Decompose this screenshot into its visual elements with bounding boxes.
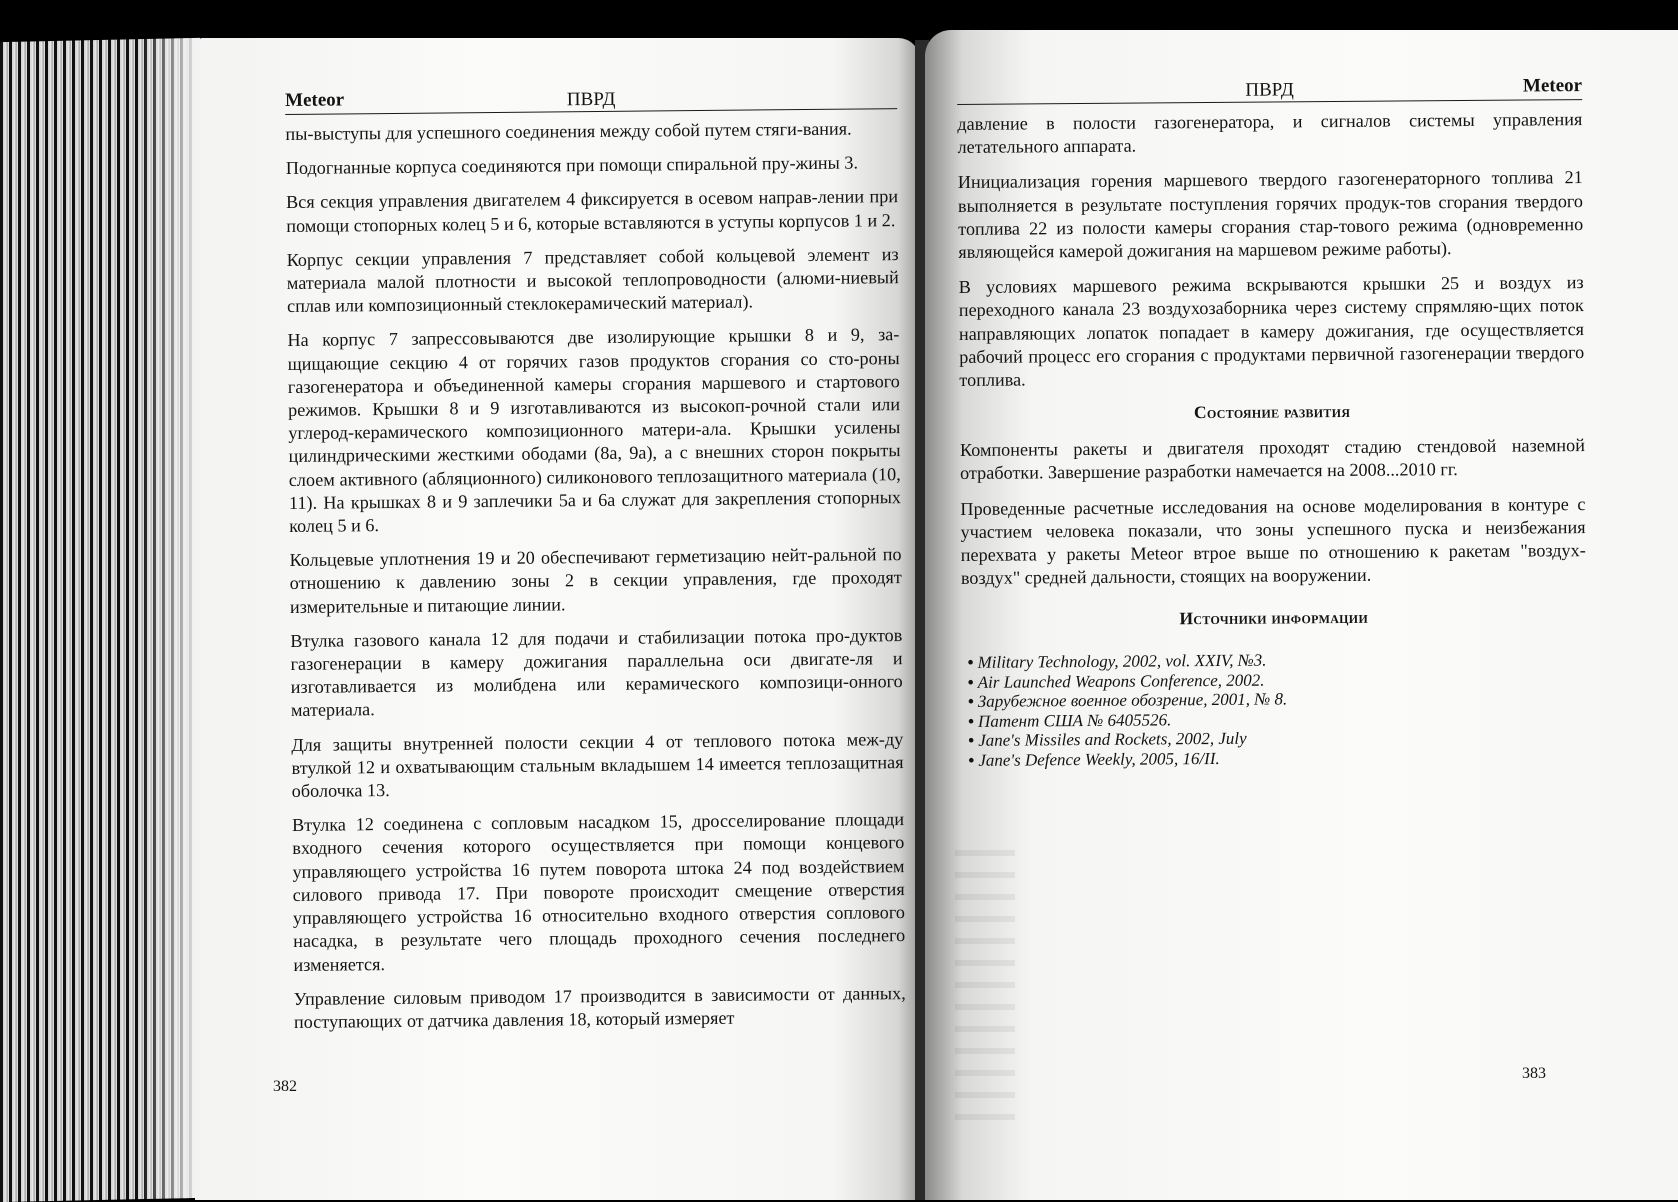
- bullet-icon: •: [967, 672, 974, 692]
- section-heading-development: Состояние развития: [1193, 401, 1351, 423]
- left-page: [195, 38, 920, 1200]
- paragraph: Подогнанные корпуса соединяются при помощи спиральной пру-жины 3.: [285, 152, 859, 179]
- source-item: • Military Technology, 2002, vol. XXIV, №3.: [967, 651, 1267, 673]
- bullet-icon: •: [967, 711, 975, 731]
- paragraph: Кольцевые уплотнения 19 и 20 обеспечивают герметизацию нейт-ральной по отношению к давлению зоны 2 в секции управления, где проходят измерительные и питающие линии.: [289, 544, 902, 617]
- paragraph: Вся секция управления двигателем 4 фиксируется в осевом направ-лении при помощи стопорных колец 5 и 6, которые вставляются в уступы корпусов 1 и 2.: [286, 186, 899, 236]
- page-edges: [0, 38, 200, 1202]
- right-header-title: Meteor: [1522, 75, 1583, 97]
- paragraph: В условиях маршевого режима вскрываются крышки 25 и воздух из переходного канала 23 воздухозаборника через систему спрямляю-щих поток направляющих лопаток попадает в камеру дожигания, где осуществляется рабочий процесс его сгорания с продуктами первичной газогенерации твердого топлива.: [958, 272, 1585, 391]
- left-header-title: Meteor: [285, 89, 345, 111]
- paragraph: Для защиты внутренней полости секции 4 от теплового потока меж-ду втулкой 12 и охватывающим стальным вкладышем 14 имеется теплозащитная оболочка 13.: [291, 728, 904, 802]
- left-header-section: ПВРД: [566, 88, 616, 111]
- right-running-header: [957, 73, 1582, 105]
- paragraph: Управление силовым приводом 17 производится в зависимости от данных, поступающих от датчика давления 18, который измеряет: [293, 982, 906, 1032]
- source-item: • Jane's Missiles and Rockets, 2002, July: [968, 729, 1247, 751]
- section-heading-sources: Источники информации: [1179, 607, 1369, 629]
- paragraph: давление в полости газогенератора, и сигналов системы управления летательного аппарата.: [957, 109, 1583, 158]
- source-item: • Jane's Defence Weekly, 2005, 16/II.: [968, 748, 1220, 770]
- source-item: • Air Launched Weapons Conference, 2002.: [967, 670, 1265, 692]
- right-header-section: ПВРД: [1245, 79, 1294, 101]
- right-page-content: [957, 73, 1587, 770]
- right-page-number: 383: [1522, 1065, 1546, 1082]
- paragraph: Корпус секции управления 7 представляет собой кольцевой элемент из материала малой плотности и высокой теплопроводности (алюми-ниевый сплав или композиционный стеклокерамический материал).: [286, 243, 899, 317]
- left-page-number: 382: [273, 1078, 297, 1095]
- bullet-icon: •: [968, 750, 975, 770]
- paragraph: Компоненты ракеты и двигателя проходят стадию стендовой наземной отработки. Завершение разработки намечается на 2008...2010 гг.: [959, 435, 1585, 484]
- sources-list: [962, 649, 1588, 771]
- bullet-icon: •: [968, 731, 975, 751]
- left-page-content: [285, 82, 906, 1045]
- paragraph: Проведенные расчетные исследования на основе моделирования в контуре с участием человека показали, что зоны успешного пуска и неизбежания перехвата у ракеты Meteor втрое выше по отношению к ракетам "воздух-воздух" средней дальности, стоящих на вооружении.: [960, 493, 1586, 589]
- left-running-header: [285, 82, 897, 115]
- bullet-icon: •: [967, 653, 974, 673]
- source-item: • Зарубежное военное обозрение, 2001, № 8.: [967, 689, 1288, 712]
- paragraph: Втулка 12 соединена с сопловым насадком 15, дросселирование площади входного сечения которого осуществляется при помощи концевого управляющего устройства 16 путем поворота штока 24 под воздействием силового привода 17. При повороте происходит смещение отверстия управляющего устройства 16 относительно входного отверстия соплового насадка, в результате чего площадь проходного сечения последнего изменяется.: [291, 809, 906, 975]
- source-item: • Патент США № 6405526.: [967, 710, 1172, 731]
- bullet-icon: •: [967, 692, 974, 712]
- show-through-text: [955, 850, 1015, 1130]
- paragraph: На корпус 7 запрессовываются две изолирующие крышки 8 и 9, за-щищающие секцию 4 от горячих газов продуктов сгорания со сто-роны газогенератора и объединенной камеры сгорания маршевого и стартового режимов. Крышки 8 и 9 изготавливаются из высокоп-рочной стали или углерод-керамического композиционного матери-ала. Крышки усилены цилиндрическими жесткими ободами (8а, 9а), а с внешних сторон покрыты слоем активного (абляционного) силиконового теплозащитного материала (10, 11). На крышках 8 и 9 заплечики 5а и 6а служат для закрепления стопорных колец 5 и 6.: [287, 324, 902, 537]
- paragraph: Втулка газового канала 12 для подачи и стабилизации потока про-дуктов газогенерации в камеру дожигания параллельна оси двигате-ля и изготавливается из молибдена или керамического композици-онного материала.: [290, 624, 903, 721]
- paragraph: Инициализация горения маршевого твердого газогенераторного топлива 21 выполняется в результате поступления горячих продук-тов сгорания твердого топлива 22 из полости камеры сгорания стар-тового режима (одновременно являющейся камерой дожигания на маршевом режиме работы).: [957, 167, 1584, 263]
- paragraph: пы-выступы для успешного соединения между собой путем стяги-вания.: [285, 118, 852, 144]
- right-page: [925, 30, 1678, 1200]
